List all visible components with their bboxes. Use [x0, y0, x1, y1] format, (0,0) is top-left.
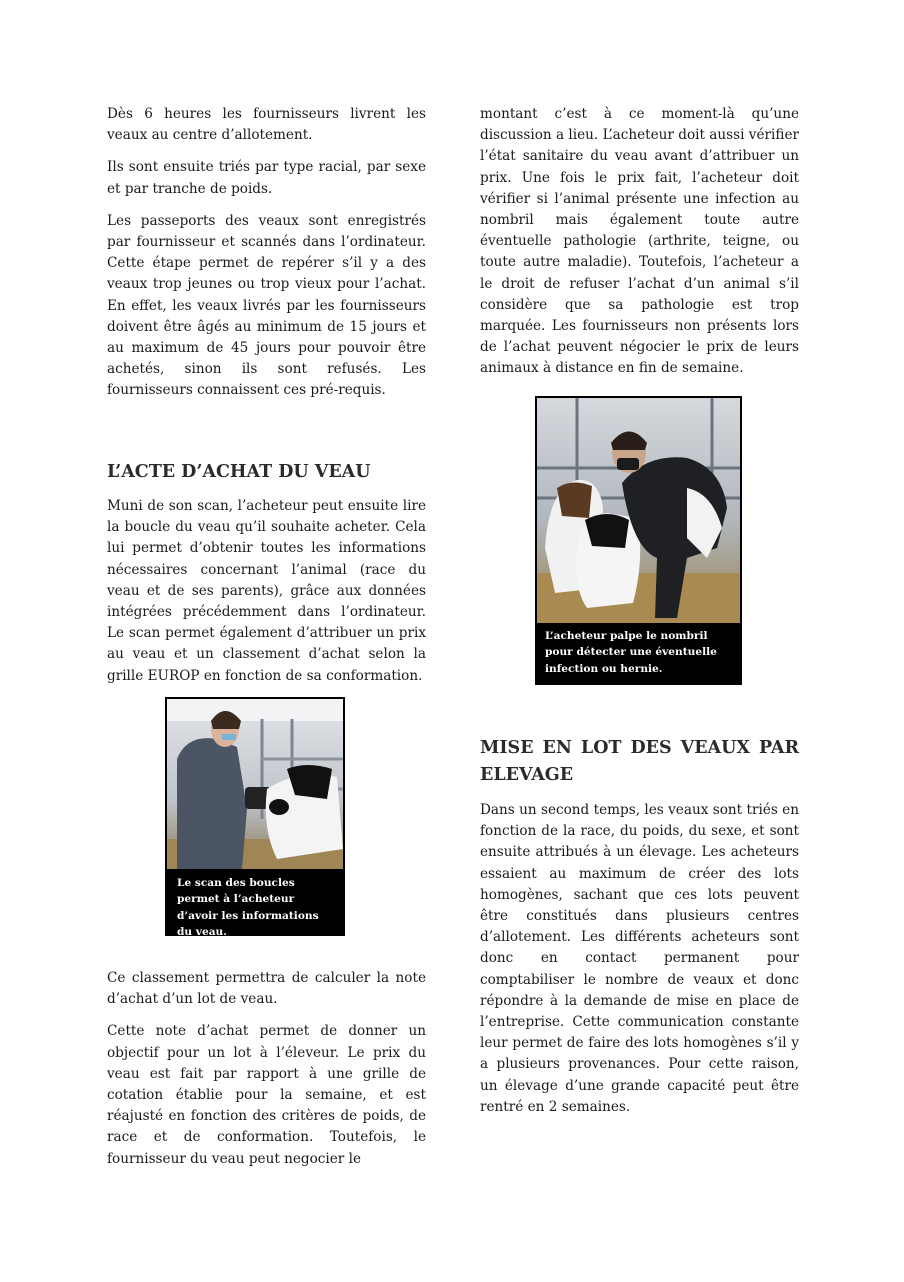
photo-scan: [167, 699, 343, 869]
heading-batching: MISE EN LOT DES VEAUX PAR ELEVAGE: [480, 738, 799, 785]
heading-purchase: L’ACTE D’ACHAT DU VEAU: [107, 462, 371, 482]
photo-palpation: [537, 398, 740, 623]
paragraph-batching: Dans un second temps, les veaux sont triés en fonction de la race, du poids, du sexe, et sont ensuite attribués à un élevage. Les acheteurs essaient au maximum de créer des lots homogènes, sachant que ces lots peuvent être constitués dans plusieurs centres d’allotement. Les différents acheteurs sont donc en contact permanent pour comptabiliser le nombre de veaux et donc répondre à la demande de mise en place de l’entreprise. Cette communication constante leur permet de faire des lots homogènes s’il y a plusieurs provenances. Pour cette raison, un élevage d’une grande capacité peut être rentré en 2 semaines.: [480, 802, 799, 1115]
figure-palpation: [535, 396, 742, 685]
right-column: [480, 104, 799, 391]
left-column: [107, 104, 426, 413]
paragraph-purchase-note: Cette note d’achat permet de donner un objectif pour un lot à l’éleveur. Le prix du veau est fait par rapport à une grille de cotation établie pour la semaine, et est réajusté en fonction des critères de poids, de race et de conformation. Toutefois, le fournisseur du veau peut negocier le: [107, 1023, 426, 1167]
caption-scan: Le scan des boucles permet à l’acheteur d’avoir les informations du veau.: [177, 877, 319, 939]
photo-palpation-image: [537, 398, 740, 623]
paragraph-sorting: Ils sont ensuite triés par type racial, par sexe et par tranche de poids.: [107, 159, 426, 197]
right-column-bottom: [480, 800, 799, 1129]
caption-palpation: L’acheteur palpe le nombril pour détecter une éventuelle infection ou hernie.: [545, 630, 717, 675]
paragraph-delivery: Dès 6 heures les fournisseurs livrent les veaux au centre d’allotement.: [107, 106, 426, 144]
paragraph-classification: Ce classement permettra de calculer la note d’achat d’un lot de veau.: [107, 970, 426, 1008]
paragraph-health-check: montant c’est à ce moment-là qu’une discussion a lieu. L’acheteur doit aussi vérifier l’état sanitaire du veau avant d’attribuer un prix. Une fois le prix fait, l’acheteur doit vérifier si l’animal présente une infection au nombril mais également toute autre éventuelle pathologie (arthrite, teigne, ou toute autre maladie). Toutefois, l’acheteur a le droit de refuser l’achat d’un animal s’il considère que sa pathologie est trop marquée. Les fournisseurs non présents lors de l’achat peuvent négocier le prix de leurs animaux à distance en fin de semaine.: [480, 106, 799, 377]
paragraph-passports: Les passeports des veaux sont enregistrés par fournisseur et scannés dans l’ordinateur. Cette étape permet de repérer s’il y a des veaux trop jeunes ou trop vieux pour l’achat. En effet, les veaux livrés par les fournisseurs doivent être âgés au minimum de 15 jours et au maximum de 45 jours pour pouvoir être achetés, sinon ils sont refusés. Les fournisseurs connaissent ces pré-requis.: [107, 212, 426, 399]
left-column-bottom: [107, 968, 426, 1181]
paragraph-scan: Muni de son scan, l’acheteur peut ensuite lire la boucle du veau qu’il souhaite acheter. Cela lui permet d’obtenir toutes les informations nécessaires concernant l’animal (race du veau et de ses parents), grâce aux données intégrées précédemment dans l’ordinateur. Le scan permet également d’attribuer un prix au veau et un classement d’achat selon la grille EUROP en fonction de sa conformation.: [107, 498, 426, 684]
figure-scan: [165, 697, 345, 939]
photo-scan-image: [167, 699, 343, 869]
left-column-mid: [107, 496, 426, 698]
